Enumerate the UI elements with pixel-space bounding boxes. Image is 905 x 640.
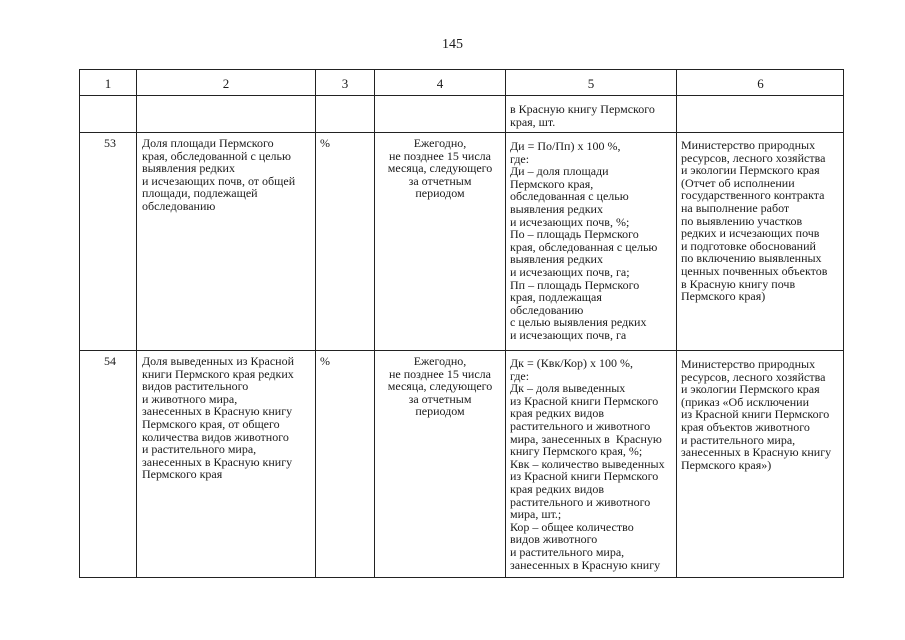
text-line: не позднее 15 числа [389,148,491,163]
text-line: и экологии Пермского края [681,163,820,178]
text-line: мира, занесенных в Красную [510,431,662,446]
text-line: по выявлению участков [681,213,803,228]
text-line: занесенных в Красную книгу [510,557,661,572]
row-53-number: 53 [104,136,116,150]
row-53-formula [510,140,657,342]
text-line: Пермского края, от общего [142,416,280,431]
row-divider [80,132,843,133]
column-divider [676,70,677,577]
text-line: книги Пермского края редких [142,366,294,381]
text-line: Квк – количество выведенных [510,456,665,471]
text-line: обследованная с целью [510,189,629,204]
text-line: в Красную книгу почв [681,276,796,291]
text-line: края, обследованной с целью [142,148,291,163]
text-line: количества видов животного [142,429,289,444]
text-line: площади, подлежащей [142,186,258,201]
row-53-source [681,139,827,303]
data-table [79,69,844,578]
text-line: книгу Пермского края, %; [510,444,643,459]
text-line: Пермского края, [510,176,594,191]
header-col-2: 2 [222,76,230,91]
column-divider [505,70,506,577]
row-divider [80,350,843,351]
row-54-period [376,355,504,418]
text-line: По – площадь Пермского [510,227,639,242]
header-col-1: 1 [104,76,112,91]
text-line: края, подлежащая [510,290,602,305]
row-54-number: 54 [104,354,116,368]
text-line: края редких видов [510,406,605,421]
text-line: месяца, следующего [387,379,493,394]
text-line: выявления редких [510,252,603,267]
text-line: видов животного [510,532,598,547]
text-line: видов растительного [142,379,249,394]
text-line: занесенных в Красную книгу [681,445,832,460]
header-col-5: 5 [587,76,595,91]
text-line: Пермского края») [681,457,772,472]
row-divider [80,95,843,96]
row-53-indicator [142,137,295,213]
text-line: края редких видов [510,481,605,496]
text-line: обследованию [142,198,216,213]
text-line: Пермского края [142,467,223,482]
header-col-6: 6 [757,76,764,91]
text-line: Ди – доля площади [510,164,609,179]
row-54-source [681,358,831,471]
text-line: Ди = По/Пп) х 100 %, [510,139,621,153]
text-line: редких и исчезающих почв [681,226,820,241]
row-54-indicator [142,355,294,481]
text-line: мира, шт.; [510,507,562,522]
text-line: за отчетным [408,391,472,406]
text-line: с целью выявления редких [510,315,647,330]
text-line: выявления редких [142,161,235,176]
text-line: в Красную книгу Пермского [510,102,655,116]
text-line: края объектов животного [681,419,810,434]
header-col-4: 4 [436,76,444,91]
text-line: и растительного мира, [510,544,625,559]
text-line: и экологии Пермского края [681,382,820,397]
text-line: и исчезающих почв, га; [510,264,630,279]
column-divider [315,70,316,577]
text-line: Ежегодно, [413,354,467,368]
text-line: и исчезающих почв, %; [510,214,630,229]
text-line: из Красной книги Пермского [510,393,659,408]
text-line: ресурсов, лесного хозяйства [681,150,826,165]
text-line: растительного и животного [510,418,651,433]
row-54-unit: % [320,354,330,368]
text-line: из Красной книги Пермского [510,469,659,484]
continuation-formula-cell [510,103,655,128]
text-line: Ежегодно, [413,136,467,150]
text-line: края, обследованная с целью [510,239,658,254]
row-53-period [376,137,504,200]
text-line: Доля площади Пермского [142,136,274,150]
text-line: Доля выведенных из Красной [142,354,295,368]
text-line: Пермского края) [681,289,766,304]
page-number: 145 [442,37,463,52]
text-line: Министерство природных [681,138,816,152]
text-line: края, шт. [510,114,556,129]
text-line: ценных почвенных объектов [681,263,828,278]
text-line: выявления редких [510,201,603,216]
text-line: где: [510,368,530,383]
text-line: где: [510,151,530,166]
text-line: Кор – общее количество [510,519,634,534]
text-line: Дк – доля выведенных [510,381,626,396]
text-line: (приказ «Об исключении [681,394,810,409]
text-line: и животного мира, [142,391,238,406]
text-line: государственного контракта [681,188,825,203]
header-col-3: 3 [341,76,349,91]
text-line: Дк = (Квк/Кор) х 100 %, [510,356,634,370]
text-line: занесенных в Красную книгу [142,404,293,419]
row-53-unit: % [320,136,330,150]
text-line: обследованию [510,302,584,317]
text-line: месяца, следующего [387,161,493,176]
text-line: из Красной книги Пермского [681,407,830,422]
text-line: периодом [415,404,465,419]
text-line: и исчезающих почв, га [510,327,627,342]
text-line: не позднее 15 числа [389,366,491,381]
column-divider [136,70,137,577]
text-line: (Отчет об исполнении [681,175,795,190]
text-line: ресурсов, лесного хозяйства [681,369,826,384]
text-line: и растительного мира, [681,432,796,447]
column-divider [374,70,375,577]
text-line: и растительного мира, [142,442,257,457]
text-line: за отчетным [408,173,472,188]
text-line: на выполнение работ [681,200,790,215]
row-54-formula [510,357,665,571]
text-line: занесенных в Красную книгу [142,454,293,469]
text-line: периодом [415,186,465,201]
text-line: растительного и животного [510,494,651,509]
text-line: Пп – площадь Пермского [510,277,640,292]
text-line: по включению выявленных [681,251,822,266]
text-line: и исчезающих почв, от общей [142,173,296,188]
text-line: и подготовке обоснований [681,238,816,253]
text-line: Министерство природных [681,357,816,371]
